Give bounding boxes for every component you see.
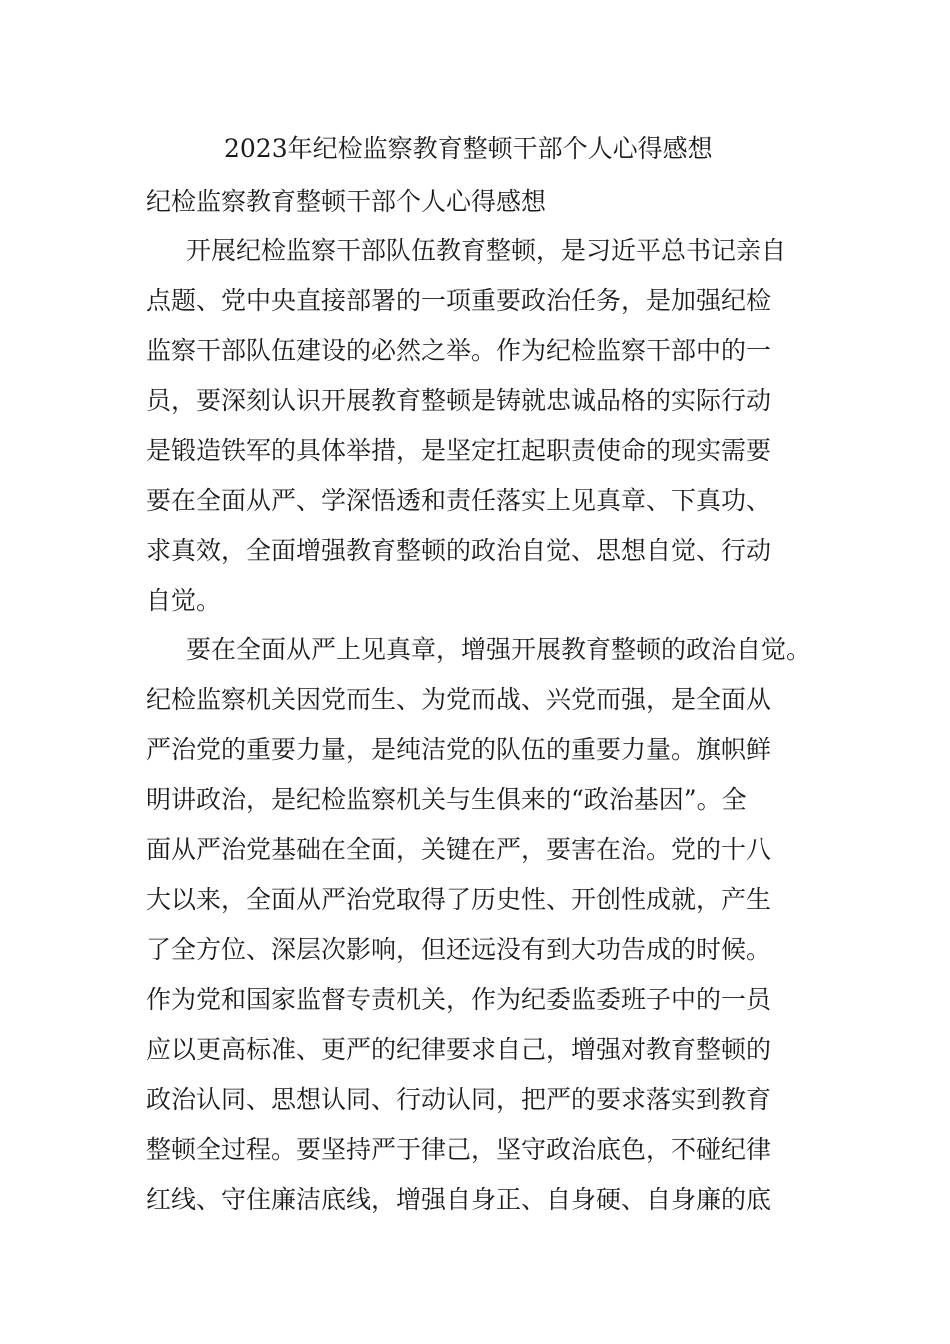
paragraph-line: 了全方位、深层次影响，但还远没有到大功告成的时候。 <box>146 935 772 964</box>
document-title: 2023年纪检监察教育整顿干部个人心得感想 <box>224 134 713 163</box>
paragraph-line: 要在全面从严上见真章，增强开展教育整顿的政治自觉。 <box>186 635 812 664</box>
paragraph-line: 要在全面从严、学深悟透和责任落实上见真章、下真功、 <box>146 486 772 515</box>
paragraph-line: 员，要深刻认识开展教育整顿是铸就忠诚品格的实际行动 <box>146 386 772 415</box>
paragraph-line: 自觉。 <box>146 586 222 615</box>
paragraph-line: 作为党和国家监督专责机关，作为纪委监委班子中的一员 <box>146 985 772 1014</box>
paragraph-line: 大以来，全面从严治党取得了历史性、开创性成就，产生 <box>146 885 772 914</box>
paragraph-line: 整顿全过程。要坚持严于律己，坚守政治底色，不碰纪律 <box>146 1135 772 1164</box>
paragraph-line: 开展纪检监察干部队伍教育整顿，是习近平总书记亲自 <box>186 236 787 265</box>
paragraph-line: 应以更高标准、更严的纪律要求自己，增强对教育整顿的 <box>146 1035 772 1064</box>
paragraph-line: 求真效，全面增强教育整顿的政治自觉、思想自觉、行动 <box>146 536 772 565</box>
paragraph-line: 监察干部队伍建设的必然之举。作为纪检监察干部中的一 <box>146 336 772 365</box>
paragraph-line: 纪检监察机关因党而生、为党而战、兴党而强，是全面从 <box>146 685 772 714</box>
document-subtitle: 纪检监察教育整顿干部个人心得感想 <box>146 187 547 216</box>
paragraph-line: 政治认同、思想认同、行动认同，把严的要求落实到教育 <box>146 1085 772 1114</box>
paragraph-line: 严治党的重要力量，是纯洁党的队伍的重要力量。旗帜鲜 <box>146 735 772 764</box>
paragraph-line: 点题、党中央直接部署的一项重要政治任务，是加强纪检 <box>146 286 772 315</box>
paragraph-line: 面从严治党基础在全面，关键在严，要害在治。党的十八 <box>146 835 772 864</box>
paragraph-line: 是锻造铁军的具体举措，是坚定扛起职责使命的现实需要 <box>146 436 772 465</box>
paragraph-line: 红线、守住廉洁底线，增强自身正、自身硬、自身廉的底 <box>146 1185 772 1214</box>
paragraph-line: 明讲政治，是纪检监察机关与生俱来的“政治基因”。全 <box>146 785 747 814</box>
